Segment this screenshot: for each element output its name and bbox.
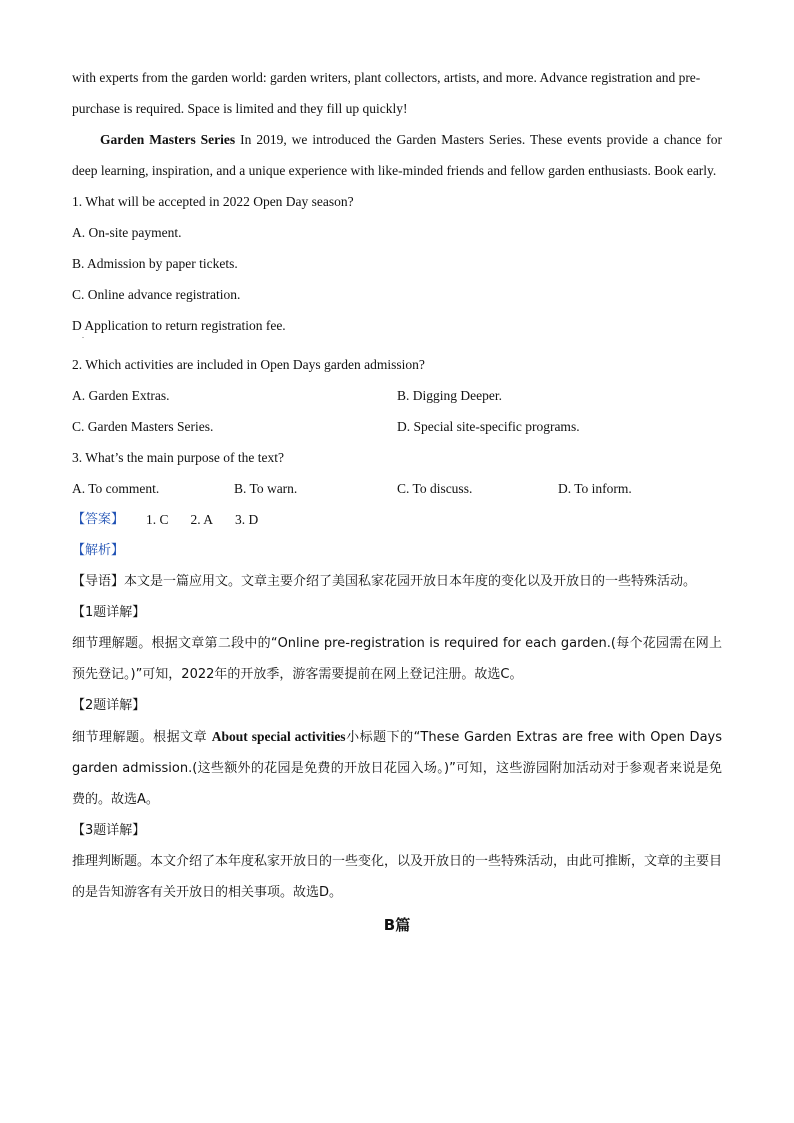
analysis-label: 【解析】	[72, 543, 125, 558]
detail-3-text: 推理判断题。本文介绍了本年度私家开放日的一些变化，以及开放日的一些特殊活动，由此可推断，文章的主要目的是告知游客有关开放日的相关事项。故选D。	[72, 854, 723, 900]
answer-1: 1. C	[146, 512, 169, 527]
detail-2-bold-heading: About special activities	[211, 729, 346, 744]
intro-label: 【导语】	[72, 574, 125, 589]
passage-para2	[72, 124, 722, 186]
detail-1-label: 【1题详解】	[72, 605, 146, 620]
question-2-options-row-1	[72, 380, 722, 411]
detail-2-label: 【2题详解】	[72, 698, 146, 713]
question-2-option-c: C. Garden Masters Series.	[72, 419, 214, 434]
detail-2-pre: 细节理解题。根据文章	[72, 730, 212, 745]
question-3-options	[72, 473, 722, 504]
detail-2-paragraph	[72, 721, 722, 815]
question-2-option-b: B. Digging Deeper.	[397, 388, 502, 403]
document-page	[72, 62, 722, 941]
intro-text: 本文是一篇应用文。文章主要介绍了美国私家花园开放日本年度的变化以及开放日的一些特殊活动。	[124, 574, 697, 589]
answer-row	[72, 504, 722, 535]
question-2-option-d: D. Special site-specific programs.	[397, 419, 580, 434]
answer-label: 【答案】	[72, 512, 125, 527]
stray-dot-mark: .	[82, 331, 84, 340]
question-1-option-a: A. On-site payment.	[72, 225, 182, 240]
question-3-stem: 3. What’s the main purpose of the text?	[72, 450, 284, 465]
question-1-option-c: C. Online advance registration.	[72, 287, 241, 302]
intro-paragraph	[72, 566, 722, 597]
passage-para2-title: Garden Masters Series	[100, 132, 236, 147]
question-2-options-row-2	[72, 411, 722, 442]
detail-2-post: 小标题下的“These Garden Extras are free with Open Days garden admission.(这些额外的花园是免费的开放日花园入场。)”可知，这些游园附加活动对于参观者来说是免费的。故选A。	[72, 730, 723, 807]
question-3-option-b: B. To warn.	[234, 481, 298, 496]
question-3-option-c: C. To discuss.	[397, 481, 473, 496]
section-b-heading: B篇	[383, 916, 411, 934]
question-1-option-d: D Application to return registration fee.	[72, 318, 286, 333]
question-3-option-a: A. To comment.	[72, 481, 160, 496]
question-2-stem: 2. Which activities are included in Open Days garden admission?	[72, 357, 425, 372]
answer-3: 3. D	[235, 512, 259, 527]
question-3-option-d: D. To inform.	[558, 481, 632, 496]
question-1-stem: 1. What will be accepted in 2022 Open Day season?	[72, 194, 354, 209]
passage-para2-text: In 2019, we introduced the Garden Masters Series. These events provide a chance for deep learning, inspiration, and a unique experience with like-minded friends and fellow garden enthusiasts. Book early.	[72, 132, 723, 178]
passage-para1-line2: purchase is required. Space is limited and they fill up quickly!	[72, 101, 408, 116]
detail-3-label: 【3题详解】	[72, 823, 146, 838]
detail-1-text: 细节理解题。根据文章第二段中的“Online pre-registration is required for each garden.(每个花园需在网上预先登记。)”可知，2022年的开放季，游客需要提前在网上登记注册。故选C。	[72, 636, 722, 682]
answer-2: 2. A	[190, 512, 214, 527]
question-2-option-a: A. Garden Extras.	[72, 388, 170, 403]
passage-para1-line1: with experts from the garden world: garden writers, plant collectors, artists, and more. Advance registration and pre-	[72, 70, 701, 85]
question-1-option-b: B. Admission by paper tickets.	[72, 256, 238, 271]
